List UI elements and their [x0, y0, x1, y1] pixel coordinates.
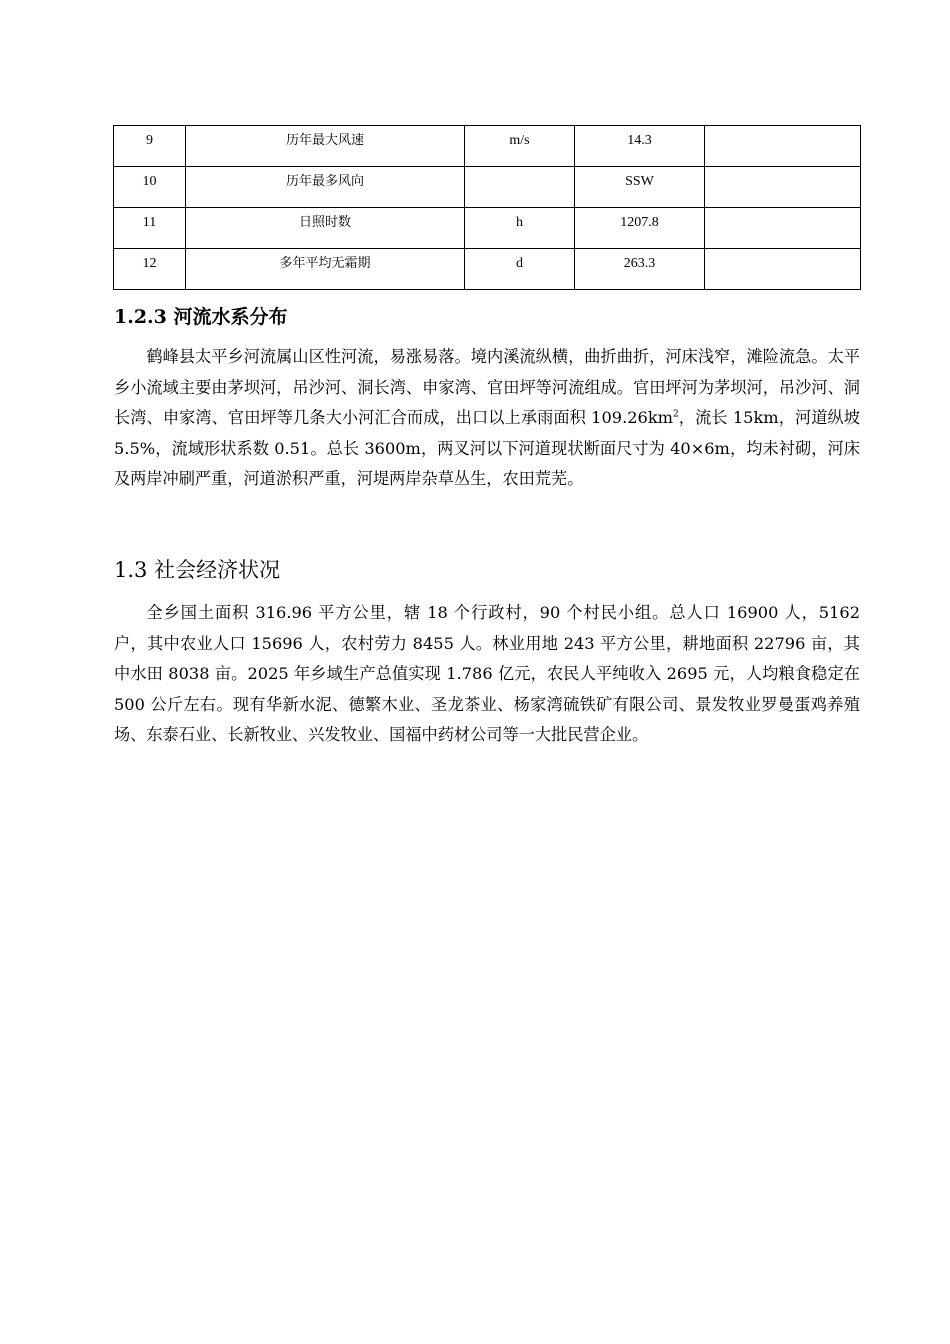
- row-item: 历年最多风向: [186, 167, 465, 208]
- river-paragraph-text-cont: ，流长 15km，河道纵坡 5.5%，流域形状系数 0.51。总长 3600m，两叉河以下河道现状断面尺寸为 40×6m，均未衬砌，河床及两岸冲刷严重，河道淤积严重，河堤两岸杂草丛生，农田荒芜。: [114, 408, 860, 488]
- row-unit: m/s: [465, 126, 575, 167]
- row-unit: [465, 167, 575, 208]
- row-number: 9: [114, 126, 186, 167]
- climate-table: [113, 125, 861, 290]
- table-row: [114, 249, 861, 290]
- section-heading-river-system: 1.2.3 河流水系分布: [114, 306, 288, 328]
- row-item: 日照时数: [186, 208, 465, 249]
- river-paragraph-text: 鹤峰县太平乡河流属山区性河流，易涨易落。境内溪流纵横，曲折曲折，河床浅窄，滩险流急。太平乡小流域主要由茅坝河，吊沙河、洞长湾、申家湾、官田坪等河流组成。官田坪河为茅坝河，吊沙河、洞长湾、申家湾、官田坪等几条大小河汇合而成，出口以上承雨面积 109.26km: [114, 347, 860, 427]
- row-value: SSW: [575, 167, 705, 208]
- row-value: 263.3: [575, 249, 705, 290]
- river-system-paragraph: [114, 342, 860, 495]
- row-note: [705, 249, 861, 290]
- row-unit: d: [465, 249, 575, 290]
- row-number: 12: [114, 249, 186, 290]
- superscript: 2: [672, 409, 679, 420]
- row-note: [705, 208, 861, 249]
- row-value: 14.3: [575, 126, 705, 167]
- table-row: [114, 126, 861, 167]
- row-unit: h: [465, 208, 575, 249]
- row-item: 历年最大风速: [186, 126, 465, 167]
- section-heading-socioeconomic: 1.3 社会经济状况: [114, 558, 281, 582]
- row-number: 11: [114, 208, 186, 249]
- row-note: [705, 167, 861, 208]
- table-row: [114, 208, 861, 249]
- row-note: [705, 126, 861, 167]
- socioeconomic-paragraph: 全乡国土面积 316.96 平方公里，辖 18 个行政村，90 个村民小组。总人口 16900 人，5162 户，其中农业人口 15696 人，农村劳力 8455 人。林业用地 243 平方公里，耕地面积 22796 亩，其中水田 8038 亩。2025 年乡域生产总值实现 1.786 亿元，农民人平纯收入 2695 元，人均粮食稳定在 500 公斤左右。现有华新水泥、德繁木业、圣龙茶业、杨家湾硫铁矿有限公司、景发牧业罗曼蛋鸡养殖场、东泰石业、长新牧业、兴发牧业、国福中药材公司等一大批民营企业。: [114, 603, 860, 744]
- row-value: 1207.8: [575, 208, 705, 249]
- row-number: 10: [114, 167, 186, 208]
- row-item: 多年平均无霜期: [186, 249, 465, 290]
- table-row: [114, 167, 861, 208]
